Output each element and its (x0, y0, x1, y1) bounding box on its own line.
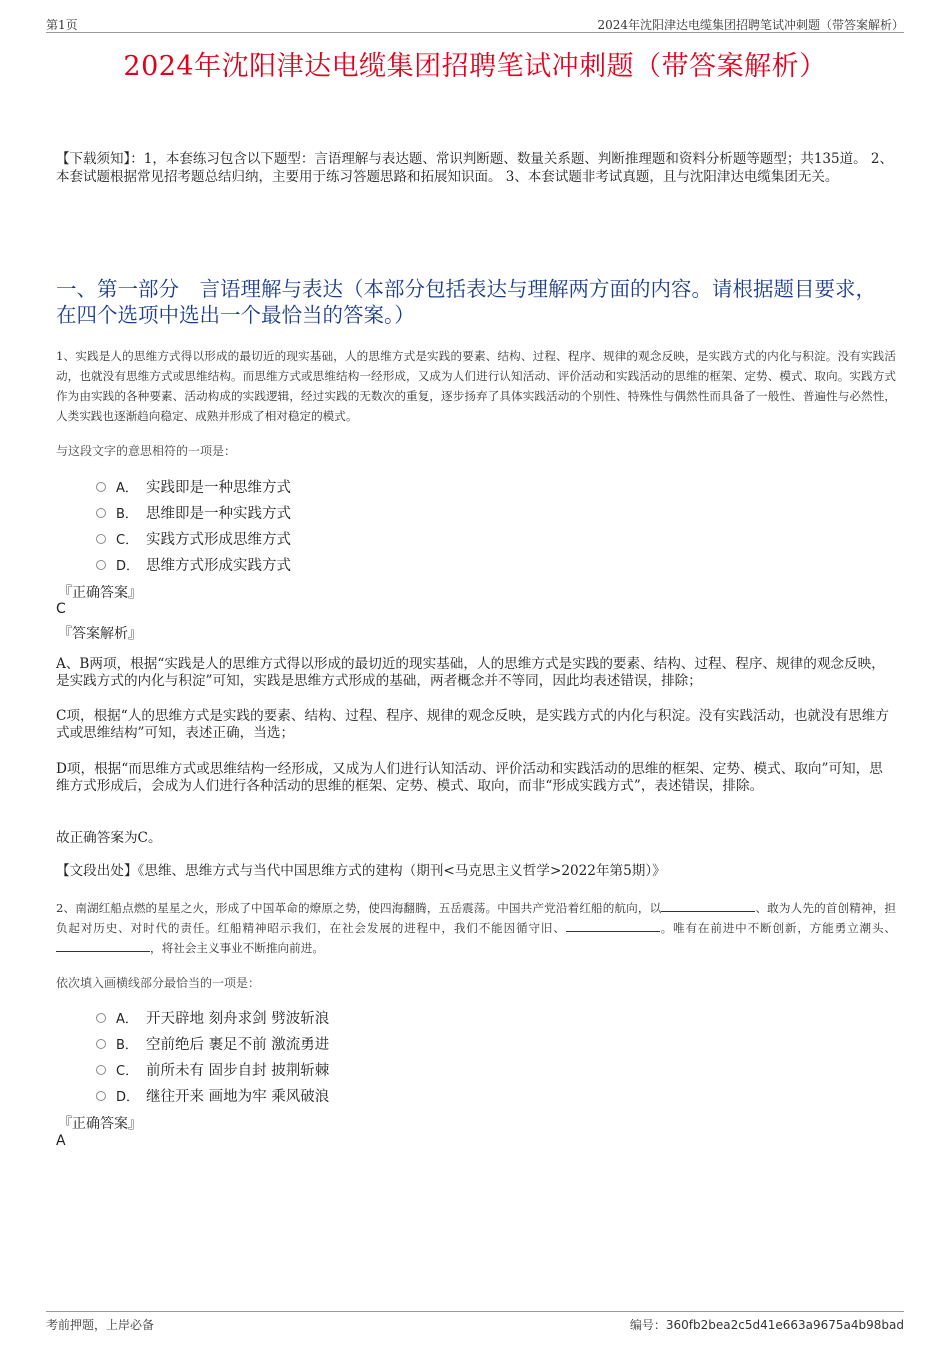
question-1-answer-label: 『正确答案』 (58, 585, 142, 601)
fill-blank[interactable] (566, 919, 660, 932)
page-number: 第1页 (46, 18, 78, 32)
question-2-option-d[interactable]: D． 继往开来 画地为牢 乘风破浪 (96, 1085, 329, 1105)
footer-code: 编号：360fb2bea2c5d41e663a9675a4b98bad (629, 1318, 904, 1332)
question-2-option-c[interactable]: C． 前所未有 固步自封 披荆斩棘 (96, 1059, 329, 1079)
question-1-option-b[interactable]: B． 思维即是一种实践方式 (96, 502, 291, 522)
question-2-answer-label: 『正确答案』 (58, 1116, 142, 1132)
question-2-option-a[interactable]: A． 开天辟地 刻舟求剑 劈波斩浪 (96, 1007, 329, 1027)
question-1-prompt: 与这段文字的意思相符的一项是： (56, 444, 237, 458)
analysis-paragraph: D项，根据“而思维方式或思维结构一经形成，又成为人们进行认知活动、评价活动和实践活动的思维的框架、定势、模式、取向”可知，思维方式形成后，会成为人们进行各种活动的思维的框架、定势、模式、取向，而非“形成实践方式”，表述错误，排除。 (56, 761, 883, 794)
analysis-paragraph: A、B两项，根据“实践是人的思维方式得以形成的最切近的现实基础，人的思维方式是实践的要素、结构、过程、程序、规律的观念反映，是实践方式的内化与积淀”可知，实践是思维方式形成的基础，两者概念并不等同，因此均表述错误，排除； (56, 656, 885, 689)
radio-icon[interactable] (96, 1091, 106, 1101)
radio-icon[interactable] (96, 534, 106, 544)
fill-blank[interactable] (56, 939, 150, 952)
page-footer (46, 1311, 904, 1332)
question-1-answer: C (56, 601, 66, 617)
question-2-text: 2、南湖红船点燃的星星之火，形成了中国革命的燎原之势，使四海翻腾，五岳震荡。中国共产党沿着红船的航向，以 、敢为人先的首创精神，担负起对历史、对时代的责任。红船精神昭示我们，在社会发展的进程中，我们不能因循守旧、 。唯有在前进中不断创新，方能勇立潮头、，将社会主义事业不断推向前进。 (56, 901, 896, 955)
radio-icon[interactable] (96, 508, 106, 518)
question-1-option-d[interactable]: D． 思维方式形成实践方式 (96, 554, 291, 574)
page-header (46, 14, 904, 33)
radio-icon[interactable] (96, 1039, 106, 1049)
question-2-answer: A (56, 1133, 66, 1149)
question-1-analysis-label: 『答案解析』 (58, 626, 142, 642)
question-1-option-c[interactable]: C． 实践方式形成思维方式 (96, 528, 291, 548)
radio-icon[interactable] (96, 1013, 106, 1023)
analysis-conclusion: 故正确答案为C。 (56, 830, 162, 846)
radio-icon[interactable] (96, 1065, 106, 1075)
question-2-option-b[interactable]: B． 空前绝后 裹足不前 激流勇进 (96, 1033, 329, 1053)
section-heading: 一、第一部分 言语理解与表达（本部分包括表达与理解两方面的内容。请根据题目要求，在四个选项中选出一个最恰当的答案。） (56, 277, 876, 327)
radio-icon[interactable] (96, 482, 106, 492)
download-notice: 【下载须知】：1，本套练习包含以下题型：言语理解与表达题、常识判断题、数量关系题、判断推理题和资料分析题等题型；共135道。 2、本套试题根据常见招考题总结归纳，主要用于练习答题思路和拓展知识面。 3、本套试题非考试真题，且与沈阳津达电缆集团无关。 (56, 151, 893, 185)
question-2-prompt: 依次填入画横线部分最恰当的一项是： (56, 976, 261, 990)
fill-blank[interactable] (661, 899, 755, 912)
question-1-text: 1、实践是人的思维方式得以形成的最切近的现实基础，人的思维方式是实践的要素、结构、过程、程序、规律的观念反映，是实践方式的内化与积淀。没有实践活动，也就没有思维方式或思维结构。而思维方式或思维结构一经形成，又成为人们进行认知活动、评价活动和实践活动的思维的框架、定势、模式、取向。实践方式作为由实践的各种要素、活动构成的实践逻辑，经过实践的无数次的重复，逐步扬弃了具体实践活动的个别性、特殊性与偶然性而具备了一般性、普遍性与必然性，人类实践也逐渐趋向稳定、成熟并形成了相对稳定的模式。 (56, 349, 896, 423)
radio-icon[interactable] (96, 560, 106, 570)
question-1-source: 【文段出处】《思维、思维方式与当代中国思维方式的建构（期刊<马克思主义哲学>2022年第5期）》 (56, 863, 666, 879)
question-1-option-a[interactable]: A． 实践即是一种思维方式 (96, 476, 291, 496)
header-doc-title: 2024年沈阳津达电缆集团招聘笔试冲刺题（带答案解析） (597, 18, 904, 32)
analysis-paragraph: C项，根据“人的思维方式是实践的要素、结构、过程、程序、规律的观念反映，是实践方式的内化与积淀。没有实践活动，也就没有思维方式或思维结构”可知，表述正确，当选； (56, 708, 889, 741)
footer-slogan: 考前押题，上岸必备 (46, 1318, 155, 1332)
document-title: 2024年沈阳津达电缆集团招聘笔试冲刺题（带答案解析） (123, 51, 827, 82)
